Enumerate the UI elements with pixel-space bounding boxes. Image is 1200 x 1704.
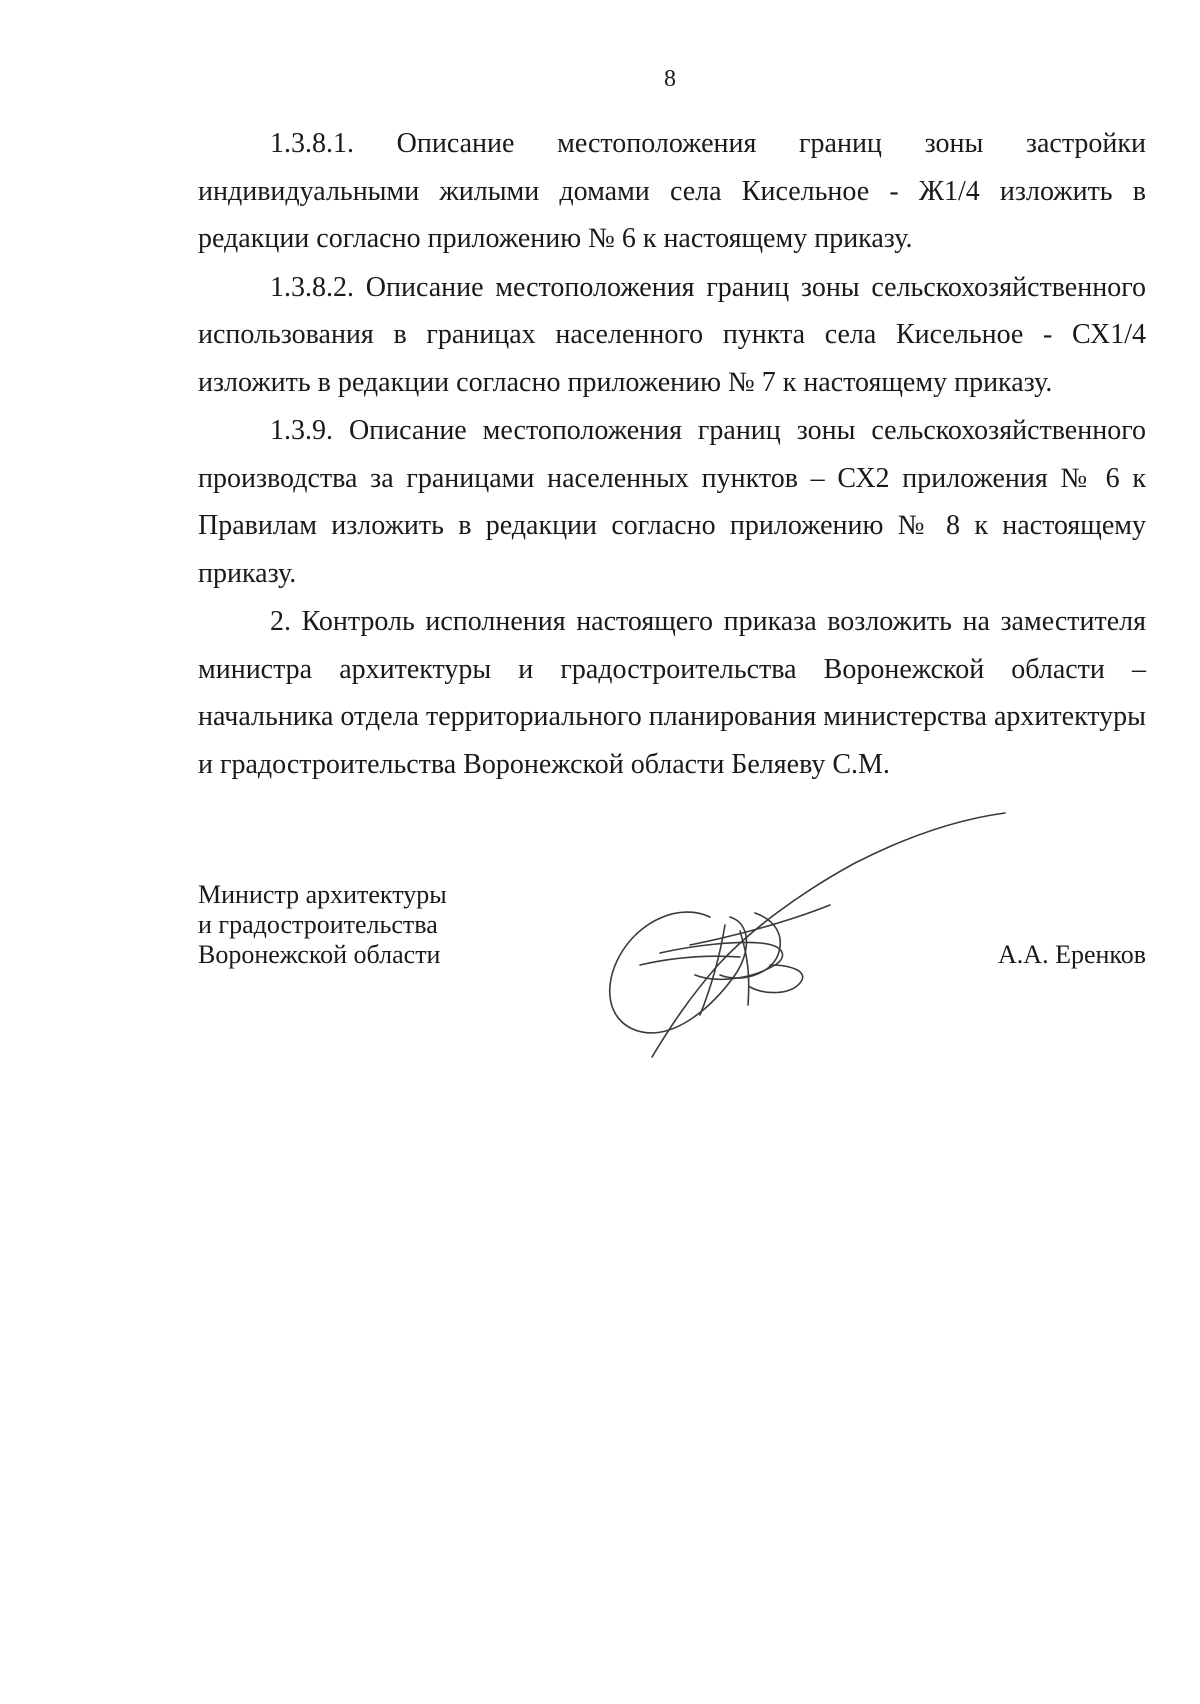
document-body	[198, 120, 1146, 789]
signer-title	[198, 880, 447, 970]
paragraph-1-3-8-2: 1.3.8.2. Описание местоположения границ зоны сельскохозяйственного использования в границах населенного пункта села Кисельное - СХ1/4 изложить в редакции согласно приложению № 7 к настоящему приказу.	[198, 271, 1146, 398]
signer-title-line-1: Министр архитектуры	[198, 880, 447, 909]
signer-name: А.А. Еренков	[998, 940, 1146, 969]
signer-title-line-2: и градостроительства	[198, 910, 438, 939]
paragraph-2: 2. Контроль исполнения настоящего приказа возложить на заместителя министра архитектуры и градостроительства Воронежской области – начальника отдела территориального планирования министерства архитектуры и градостроительства Воронежской области Беляеву С.М.	[198, 606, 1146, 780]
handwritten-signature	[600, 805, 1020, 1065]
page-number: 8	[664, 66, 676, 92]
paragraph-1-3-8-1: 1.3.8.1. Описание местоположения границ зоны застройки индивидуальными жилыми домами села Кисельное - Ж1/4 изложить в редакции согласно приложению № 6 к настоящему приказу.	[198, 128, 1146, 254]
paragraph-1-3-9: 1.3.9. Описание местоположения границ зоны сельскохозяйственного производства за границами населенных пунктов – СХ2 приложения № 6 к Правилам изложить в редакции согласно приложению № 8 к настоящему приказу.	[198, 415, 1146, 589]
signer-title-line-3: Воронежской области	[198, 940, 441, 969]
